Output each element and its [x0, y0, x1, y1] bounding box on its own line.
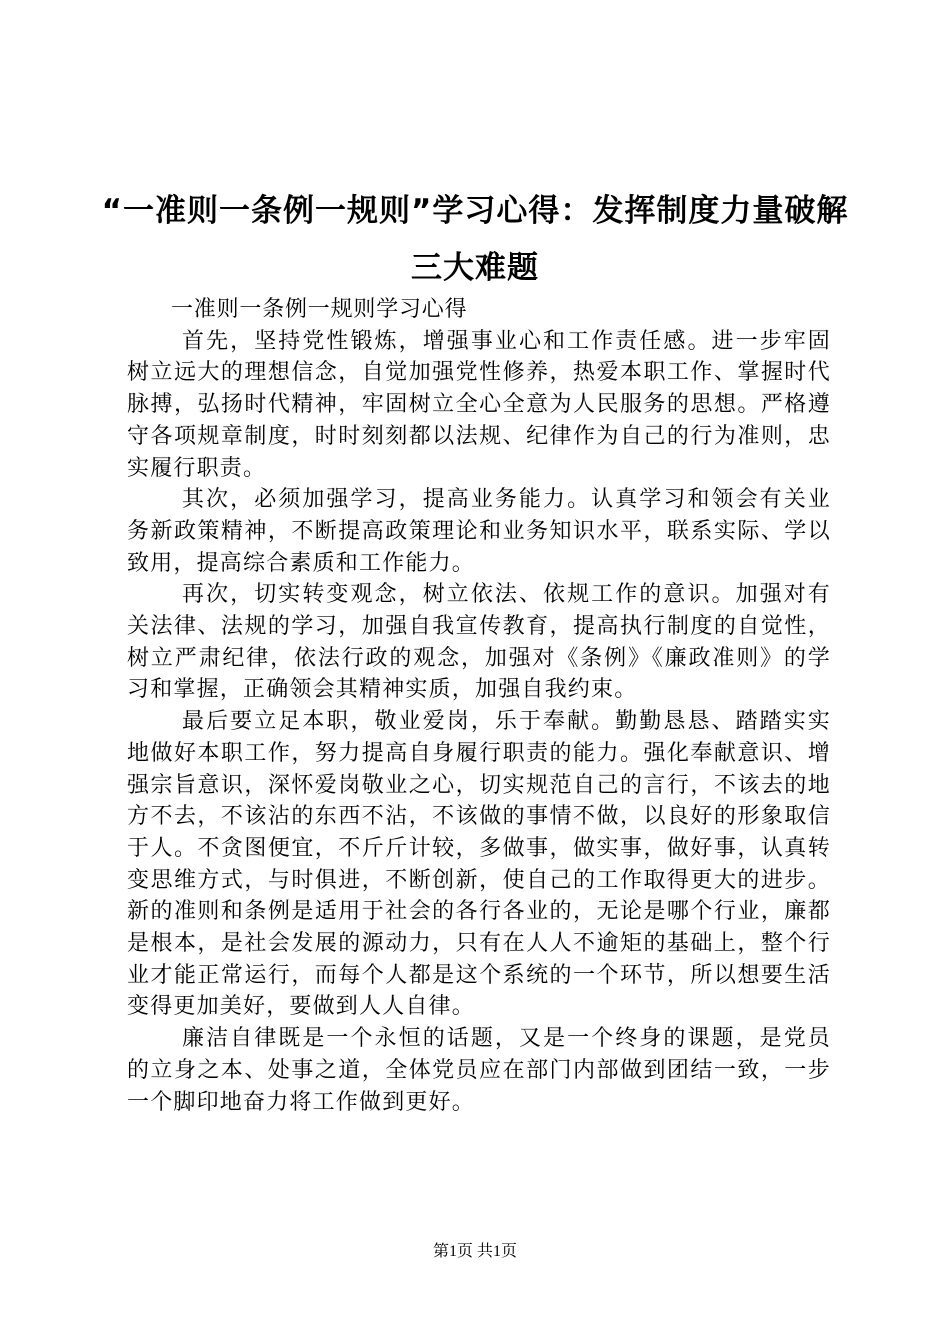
- document-title: “一准则一条例一规则”学习心得：发挥制度力量破解三大难题: [101, 193, 849, 286]
- paragraph-1: 首先，坚持党性锻炼，增强事业心和工作责任感。进一步牢固树立远大的理想信念，自觉加强党性修养，热爱本职工作、掌握时代脉搏，弘扬时代精神，牢固树立全心全意为人民服务的思想。严格遵守各项规章制度，时时刻刻都以法规、纪律作为自己的行为准则，忠实履行职责。: [127, 328, 831, 481]
- paragraph-4: 最后要立足本职，敬业爱岗，乐于奉献。勤勤恳恳、踏踏实实地做好本职工作，努力提高自身履行职责的能力。强化奉献意识、增强宗旨意识，深怀爱岗敬业之心，切实规范自己的言行，不该去的地方不去，不该沾的东西不沾，不该做的事情不做，以良好的形象取信于人。不贪图便宜，不斤斤计较，多做事，做实事，做好事，认真转变思维方式，与时俱进，不断创新，使自己的工作取得更大的进步。新的准则和条例是适用于社会的各行各业的，无论是哪个行业，廉都是根本，是社会发展的源动力，只有在人人不逾矩的基础上，整个行业才能正常运行，而每个人都是这个系统的一个环节，所以想要生活变得更加美好，要做到人人自律。: [127, 709, 831, 1020]
- document-body: [127, 294, 831, 1118]
- page-number-footer: 第1页 共1页: [432, 1243, 517, 1260]
- paragraph-2: 其次，必须加强学习，提高业务能力。认真学习和领会有关业务新政策精神，不断提高政策理论和业务知识水平，联系实际、学以致用，提高综合素质和工作能力。: [127, 487, 831, 576]
- paragraph-5: 廉洁自律既是一个永恒的话题，又是一个终身的课题，是党员的立身之本、处事之道，全体党员应在部门内部做到团结一致，一步一个脚印地奋力将工作做到更好。: [127, 1026, 831, 1115]
- paragraph-3: 再次，切实转变观念，树立依法、依规工作的意识。加强对有关法律、法规的学习，加强自我宣传教育，提高执行制度的自觉性，树立严肃纪律，依法行政的观念，加强对《条例》《廉政准则》的学习和掌握，正确领会其精神实质，加强自我约束。: [127, 582, 831, 703]
- document-subheading: 一准则一条例一规则学习心得: [171, 297, 468, 322]
